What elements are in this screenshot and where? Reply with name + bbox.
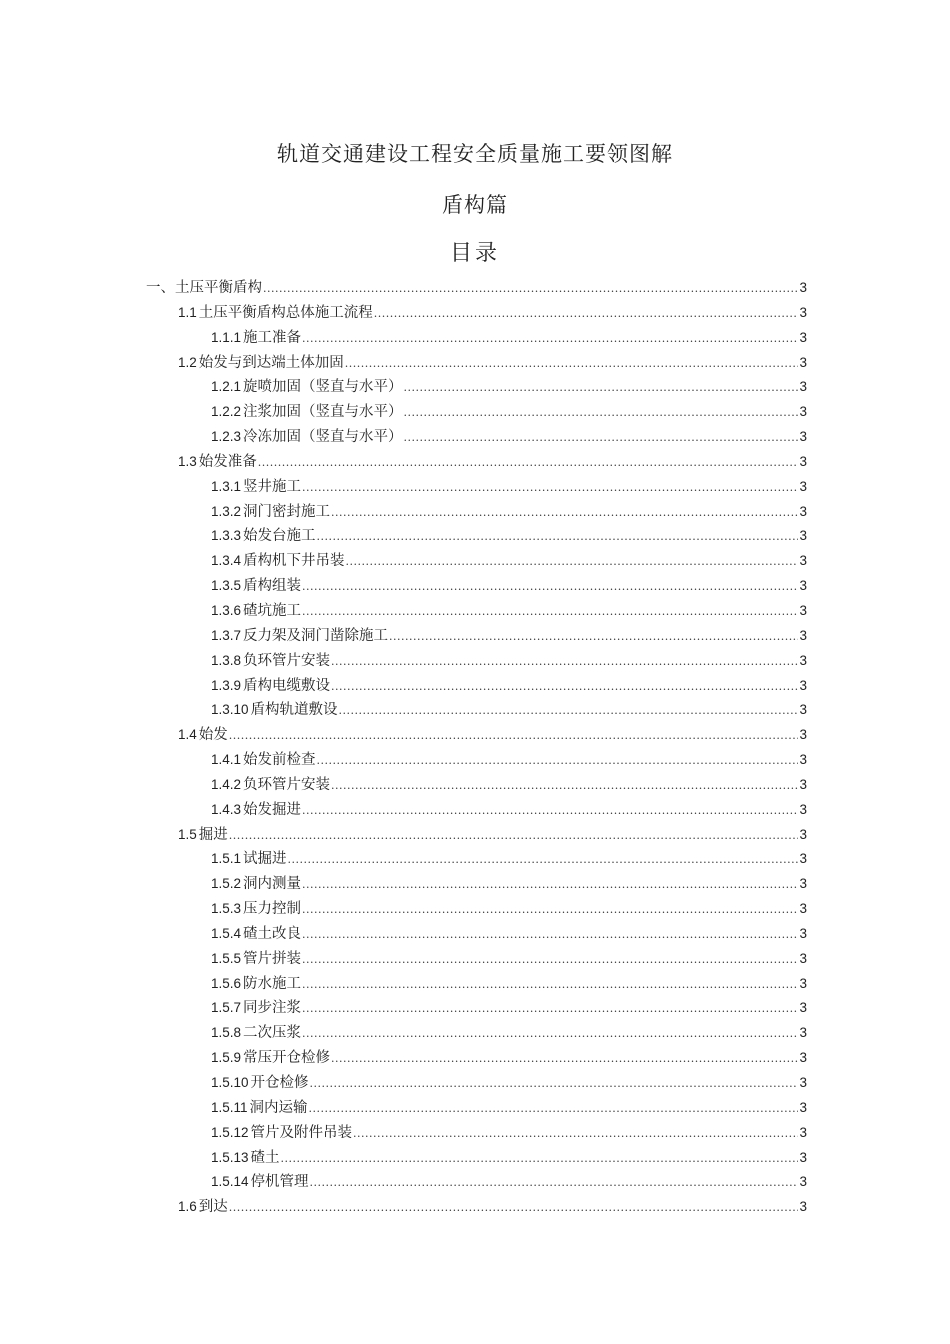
toc-dot-leader xyxy=(317,749,799,774)
toc-page-number: 3 xyxy=(799,975,807,991)
toc-entry[interactable] xyxy=(0,549,950,574)
toc-entry-number: 1.5.4 xyxy=(211,925,242,941)
toc-dot-leader xyxy=(331,1047,798,1072)
toc-dot-leader xyxy=(302,898,798,923)
toc-entry-number: 1.3.1 xyxy=(211,478,242,494)
toc-entry[interactable] xyxy=(0,524,950,549)
toc-page-number: 3 xyxy=(799,404,807,420)
toc-page-number: 3 xyxy=(799,627,807,643)
toc-entry[interactable] xyxy=(0,425,950,450)
toc-entry-number: 1.2 xyxy=(178,354,197,370)
toc-dot-leader xyxy=(229,724,799,749)
toc-entry-number: 1.1.1 xyxy=(211,329,242,345)
toc-entry[interactable] xyxy=(0,599,950,624)
toc-dot-leader xyxy=(389,625,798,650)
toc-entry-text: 洞门密封施工 xyxy=(243,503,331,520)
toc-entry-text: 始发与到达端土体加固 xyxy=(198,354,344,371)
toc-page-number: 3 xyxy=(799,528,807,544)
toc-entry-text: 开仓检修 xyxy=(250,1075,309,1091)
toc-entry-label xyxy=(211,748,316,773)
toc-page-number: 3 xyxy=(799,1025,807,1041)
toc-page-number: 3 xyxy=(799,1199,807,1215)
toc-entry[interactable] xyxy=(0,400,950,425)
toc-page-number: 3 xyxy=(799,925,807,941)
toc-page-number: 3 xyxy=(799,702,807,718)
toc-page-number: 3 xyxy=(799,453,807,469)
toc-page-number: 3 xyxy=(799,578,807,594)
toc-dot-leader xyxy=(302,600,798,625)
toc-entry-label xyxy=(211,326,301,351)
toc-page-number: 3 xyxy=(799,1149,807,1165)
toc-page-number: 3 xyxy=(799,304,807,320)
toc-dot-leader xyxy=(374,302,799,327)
toc-dot-leader xyxy=(331,675,798,700)
toc-entry-label xyxy=(211,996,301,1021)
toc-entry-label xyxy=(211,847,287,872)
toc-entry-text: 管片拼装 xyxy=(243,950,302,967)
toc-entry[interactable] xyxy=(0,748,950,773)
toc-entry[interactable] xyxy=(0,624,950,649)
toc-entry-number: 1.5.12 xyxy=(211,1124,249,1140)
toc-entry-number: 1.5.9 xyxy=(211,1050,242,1066)
toc-page-number: 3 xyxy=(799,429,807,445)
toc-entry-text: 碴土改良 xyxy=(243,925,302,942)
toc-entry-label xyxy=(211,500,330,525)
toc-entry-text: 洞内测量 xyxy=(243,876,302,893)
toc-page-number: 3 xyxy=(799,1050,807,1066)
toc-entry-number: 1.4 xyxy=(178,727,197,743)
toc-entry-number: 1.3 xyxy=(178,453,197,469)
toc-page-number: 3 xyxy=(799,280,807,295)
toc-dot-leader xyxy=(288,848,799,873)
toc-entry-text: 管片及附件吊装 xyxy=(250,1124,353,1141)
toc-entry-label xyxy=(211,1121,352,1146)
toc-dot-leader xyxy=(339,699,799,724)
toc-entry-text: 防水施工 xyxy=(243,975,302,992)
toc-entry[interactable] xyxy=(0,475,950,500)
toc-entry[interactable] xyxy=(0,1146,950,1171)
toc-entry[interactable] xyxy=(0,723,950,748)
toc-entry-text: 盾构轨道敷设 xyxy=(250,702,338,719)
toc-page-number: 3 xyxy=(799,1099,807,1115)
toc-entry[interactable] xyxy=(0,500,950,525)
toc-entry-number: 1.5.1 xyxy=(211,851,242,867)
toc-entry-text: 停机管理 xyxy=(250,1174,309,1191)
toc-entry-text: 始发准备 xyxy=(198,453,257,470)
toc-entry-number: 1.5.8 xyxy=(211,1025,242,1041)
toc-dot-leader xyxy=(331,650,798,675)
toc-page-number: 3 xyxy=(799,379,807,395)
toc-entry-number: 1.5.2 xyxy=(211,876,242,892)
toc-dot-leader xyxy=(353,1122,798,1147)
toc-entry-text: 盾构机下井吊装 xyxy=(243,553,345,570)
toc-dot-leader xyxy=(302,973,798,998)
toc-entry-text: 旋喷加固（竖直与水平） xyxy=(243,379,403,396)
toc-entry-text: 试掘进 xyxy=(243,851,287,868)
toc-entry-number: 1.3.5 xyxy=(211,578,242,594)
toc-dot-leader xyxy=(302,327,798,352)
toc-entry[interactable] xyxy=(0,922,950,947)
toc-entry-label xyxy=(211,972,301,997)
toc-entry-label xyxy=(178,450,257,475)
toc-entry-number: 1.3.8 xyxy=(211,652,242,668)
toc-entry[interactable] xyxy=(0,773,950,798)
toc-entry[interactable] xyxy=(0,947,950,972)
toc-entry-text: 同步注浆 xyxy=(243,1000,302,1017)
toc-entry[interactable] xyxy=(0,574,950,599)
table-of-contents xyxy=(0,276,950,1220)
toc-entry-number: 1.4.1 xyxy=(211,752,242,768)
toc-entry-label xyxy=(211,1071,309,1096)
toc-page-number: 3 xyxy=(799,901,807,917)
toc-page-number: 3 xyxy=(799,329,807,345)
toc-entry-text: 注浆加固（竖直与水平） xyxy=(243,404,403,421)
toc-dot-leader xyxy=(302,575,798,600)
toc-page-number: 3 xyxy=(799,826,807,842)
toc-entry[interactable] xyxy=(0,1046,950,1071)
toc-entry-text: 施工准备 xyxy=(243,329,302,346)
toc-entry-label xyxy=(211,773,330,798)
toc-entry-number: 1.2.2 xyxy=(211,404,242,420)
toc-entry-number: 1.5.13 xyxy=(211,1149,249,1165)
toc-dot-leader xyxy=(310,1171,799,1196)
toc-entry-number: 1.6 xyxy=(178,1199,197,1215)
toc-entry-label xyxy=(211,798,301,823)
toc-entry-text: 土压平衡盾构总体施工流程 xyxy=(198,304,373,321)
toc-dot-leader xyxy=(404,376,799,401)
toc-entry[interactable] xyxy=(0,798,950,823)
toc-entry-number: 1.3.9 xyxy=(211,677,242,693)
toc-entry-label xyxy=(211,400,403,425)
toc-dot-leader xyxy=(346,550,799,575)
toc-entry[interactable] xyxy=(0,450,950,475)
toc-dot-leader xyxy=(302,873,798,898)
toc-entry-number: 1.5.10 xyxy=(211,1075,249,1090)
toc-page-number: 3 xyxy=(799,876,807,892)
toc-entry[interactable] xyxy=(0,351,950,376)
toc-dot-leader xyxy=(345,352,799,377)
toc-entry[interactable] xyxy=(0,1021,950,1046)
toc-entry-text: 冷冻加固（竖直与水平） xyxy=(243,429,403,446)
toc-page-number: 3 xyxy=(799,851,807,867)
toc-entry-text: 盾构电缆敷设 xyxy=(243,677,331,694)
toc-entry[interactable] xyxy=(0,996,950,1021)
toc-page-number: 3 xyxy=(799,478,807,494)
toc-entry-label xyxy=(211,524,316,549)
toc-entry-label xyxy=(211,698,338,723)
toc-entry[interactable] xyxy=(0,276,950,301)
toc-entry-text: 碴土 xyxy=(250,1149,280,1166)
toc-entry-label xyxy=(211,947,301,972)
toc-page-number: 3 xyxy=(799,727,807,743)
toc-entry-label xyxy=(178,351,344,376)
toc-entry-label xyxy=(178,301,373,326)
toc-entry-text: 掘进 xyxy=(198,826,228,843)
toc-entry[interactable] xyxy=(0,326,950,351)
toc-entry-number: 1.4.2 xyxy=(211,776,242,792)
toc-entry-label xyxy=(211,375,403,400)
toc-entry-label xyxy=(178,723,228,748)
toc-dot-leader xyxy=(302,997,798,1022)
toc-entry-text: 负环管片安装 xyxy=(243,776,331,793)
toc-entry-label xyxy=(211,574,301,599)
toc-dot-leader xyxy=(229,1196,799,1221)
toc-dot-leader xyxy=(404,426,799,451)
toc-entry-text: 一、土压平衡盾构 xyxy=(146,280,262,296)
toc-dot-leader xyxy=(229,824,799,849)
toc-entry-label xyxy=(146,276,262,301)
toc-entry-text: 洞内运输 xyxy=(249,1099,308,1116)
toc-entry[interactable] xyxy=(0,698,950,723)
toc-dot-leader xyxy=(309,1097,799,1122)
toc-entry-text: 反力架及洞门凿除施工 xyxy=(243,627,389,644)
toc-entry[interactable] xyxy=(0,1195,950,1220)
toc-entry-text: 负环管片安装 xyxy=(243,652,331,669)
toc-page-number: 3 xyxy=(799,1075,807,1090)
toc-entry-label xyxy=(211,649,330,674)
document-title: 轨道交通建设工程安全质量施工要领图解 xyxy=(277,142,673,166)
toc-dot-leader xyxy=(310,1072,799,1097)
toc-entry-label xyxy=(211,922,301,947)
toc-entry[interactable] xyxy=(0,375,950,400)
toc-entry-text: 二次压浆 xyxy=(243,1025,302,1042)
toc-dot-leader xyxy=(258,451,799,476)
toc-entry-label xyxy=(211,1170,309,1195)
toc-entry-number: 1.5.3 xyxy=(211,901,242,917)
toc-entry-label xyxy=(211,872,301,897)
toc-page-number: 3 xyxy=(799,1124,807,1140)
toc-dot-leader xyxy=(302,923,798,948)
toc-page-number: 3 xyxy=(799,1000,807,1016)
toc-entry-number: 1.2.3 xyxy=(211,429,242,445)
toc-entry-text: 常压开仓检修 xyxy=(243,1050,331,1067)
toc-entry-text: 始发掘进 xyxy=(243,801,302,818)
toc-entry[interactable] xyxy=(0,972,950,997)
toc-dot-leader xyxy=(302,1022,798,1047)
toc-page-number: 3 xyxy=(799,801,807,817)
toc-entry-label xyxy=(211,599,301,624)
toc-entry-label xyxy=(211,1046,330,1071)
toc-entry-number: 1.1 xyxy=(178,304,197,320)
toc-entry-number: 1.5.7 xyxy=(211,1000,242,1016)
toc-entry-label xyxy=(211,897,301,922)
toc-entry-label xyxy=(211,1096,308,1121)
toc-dot-leader xyxy=(263,277,798,302)
toc-entry-label xyxy=(211,475,301,500)
toc-entry-text: 竖井施工 xyxy=(243,478,302,495)
toc-entry[interactable] xyxy=(0,674,950,699)
toc-entry[interactable] xyxy=(0,1121,950,1146)
toc-entry-number: 1.5.5 xyxy=(211,950,242,966)
toc-entry-text: 盾构组装 xyxy=(243,578,302,595)
toc-entry-number: 1.4.3 xyxy=(211,801,242,817)
toc-page-number: 3 xyxy=(799,1174,807,1190)
toc-entry-text: 到达 xyxy=(198,1199,228,1216)
toc-entry-number: 1.5.11 xyxy=(211,1099,248,1115)
toc-entry-number: 1.3.2 xyxy=(211,503,242,519)
toc-dot-leader xyxy=(302,948,798,973)
toc-entry-number: 1.5.6 xyxy=(211,975,242,991)
toc-entry-number: 1.3.6 xyxy=(211,602,242,618)
toc-entry-text: 始发前检查 xyxy=(243,752,316,769)
toc-entry-text: 碴坑施工 xyxy=(243,602,302,619)
toc-entry-number: 1.3.10 xyxy=(211,702,249,718)
toc-entry-text: 始发 xyxy=(198,727,228,744)
toc-page-number: 3 xyxy=(799,354,807,370)
toc-entry[interactable] xyxy=(0,1071,950,1096)
toc-page-number: 3 xyxy=(799,776,807,792)
toc-dot-leader xyxy=(302,799,798,824)
toc-entry[interactable] xyxy=(0,1096,950,1121)
toc-entry-number: 1.3.4 xyxy=(211,553,242,569)
toc-entry[interactable] xyxy=(0,649,950,674)
toc-page-number: 3 xyxy=(799,752,807,768)
toc-entry[interactable] xyxy=(0,897,950,922)
toc-dot-leader xyxy=(404,401,799,426)
toc-page-number: 3 xyxy=(799,677,807,693)
document-subtitle: 盾构篇 xyxy=(442,193,508,217)
toc-entry-label xyxy=(178,823,228,848)
toc-page-number: 3 xyxy=(799,652,807,668)
toc-entry-number: 1.5 xyxy=(178,826,197,842)
toc-entry-number: 1.3.7 xyxy=(211,627,242,643)
toc-entry[interactable] xyxy=(0,847,950,872)
toc-entry-number: 1.2.1 xyxy=(211,379,242,395)
toc-dot-leader xyxy=(302,476,798,501)
toc-entry[interactable] xyxy=(0,872,950,897)
toc-dot-leader xyxy=(281,1147,799,1172)
toc-entry-label xyxy=(211,674,330,699)
toc-heading: 目录 xyxy=(449,241,500,266)
toc-page-number: 3 xyxy=(799,950,807,966)
toc-dot-leader xyxy=(331,501,798,526)
toc-entry-label xyxy=(211,425,403,450)
toc-dot-leader xyxy=(317,525,799,550)
toc-entry-text: 始发台施工 xyxy=(243,528,316,545)
toc-entry-label xyxy=(211,624,388,649)
toc-entry[interactable] xyxy=(0,301,950,326)
toc-entry-label xyxy=(211,1021,301,1046)
toc-entry-text: 压力控制 xyxy=(243,901,302,918)
toc-dot-leader xyxy=(331,774,798,799)
toc-entry[interactable] xyxy=(0,823,950,848)
toc-entry[interactable] xyxy=(0,1170,950,1195)
toc-entry-label xyxy=(211,549,345,574)
toc-entry-number: 1.3.3 xyxy=(211,528,242,544)
toc-page-number: 3 xyxy=(799,553,807,569)
toc-entry-number: 1.5.14 xyxy=(211,1174,249,1190)
toc-page-number: 3 xyxy=(799,503,807,519)
toc-entry-label xyxy=(211,1146,280,1171)
toc-entry-label xyxy=(178,1195,228,1220)
toc-page-number: 3 xyxy=(799,602,807,618)
